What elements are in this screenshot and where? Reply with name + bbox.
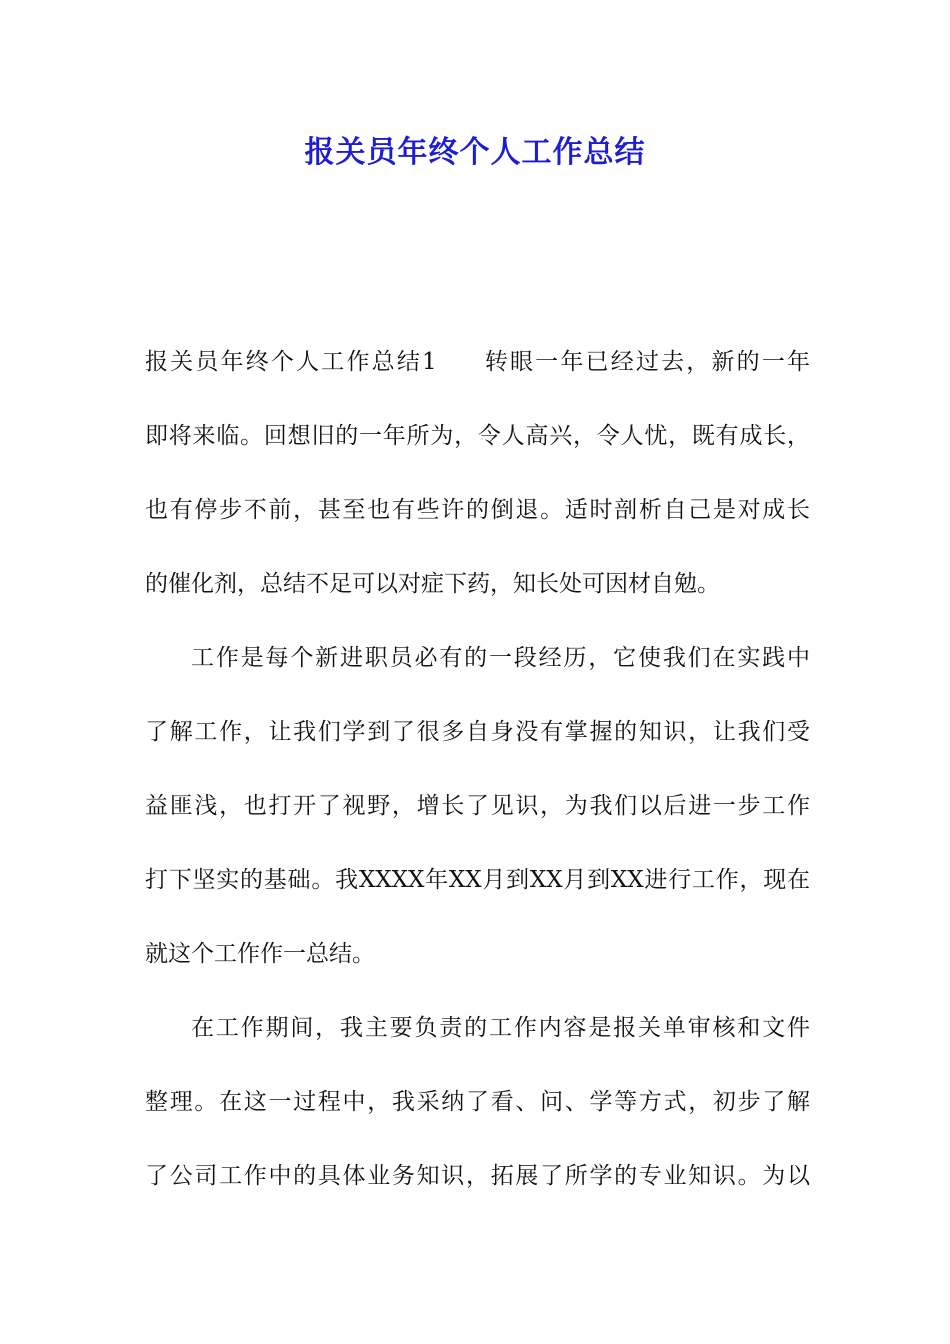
document-title: 报关员年终个人工作总结 [304, 135, 646, 170]
document-body [145, 325, 810, 1213]
section-heading: 报关员年终个人工作总结1 [145, 349, 437, 375]
paragraph-line: 在工作期间，我主要负责的工作内容是报关单审核和文件 [191, 1015, 810, 1041]
paragraph-line: 即将来临。回想旧的一年所为，令人高兴，令人忧，既有成长， [145, 423, 810, 449]
paragraph-line: 了解工作，让我们学到了很多自身没有掌握的知识，让我们受 [145, 719, 810, 745]
paragraph-line: 就这个工作作一总结。 [145, 941, 375, 967]
paragraph-line: 工作是每个新进职员必有的一段经历，它使我们在实践中 [191, 645, 810, 671]
paragraph-line: 益匪浅，也打开了视野，增长了见识，为我们以后进一步工作 [145, 793, 810, 819]
paragraph-line: 了公司工作中的具体业务知识，拓展了所学的专业知识。为以 [145, 1163, 810, 1189]
paragraph-line [145, 325, 810, 399]
paragraph-text: 转眼一年已经过去，新的一年 [482, 349, 811, 375]
paragraph-line: 的催化剂，总结不足可以对症下药，知长处可因材自勉。 [145, 571, 720, 597]
paragraph-line: 也有停步不前，甚至也有些许的倒退。适时剖析自己是对成长 [145, 497, 810, 523]
paragraph-line: 打下坚实的基础。我XXXX年XX月到XX月到XX进行工作，现在 [145, 867, 810, 893]
paragraph-line: 整理。在这一过程中，我采纳了看、问、学等方式，初步了解 [145, 1089, 810, 1115]
